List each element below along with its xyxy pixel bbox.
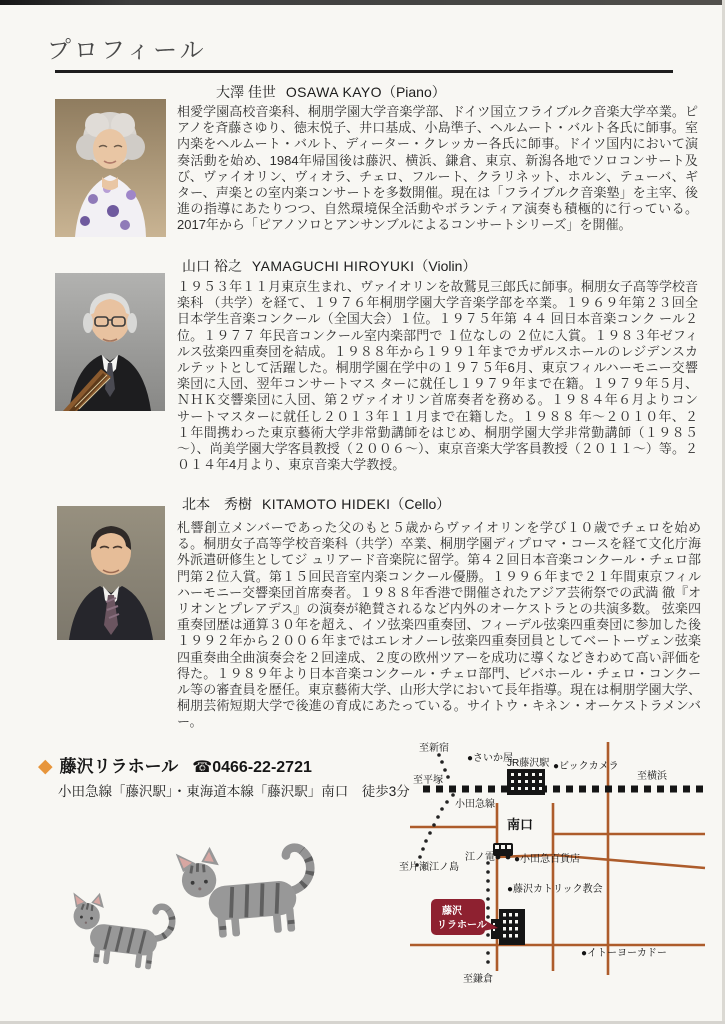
profile-header-osawa <box>216 82 446 102</box>
map-label-saikaya: ●さいか屋 <box>467 753 514 764</box>
venue-line <box>38 752 312 778</box>
profile-bio-osawa: 相愛学園高校音楽科、桐朋学園大学音楽学部、ドイツ国立フライブルク音楽大学卒業。ピアノを斉藤さゆり、徳末悦子、井口基成、小島準子、ヘルムート・バルト各氏に師事。室内楽をヘルムート・バルト、ディーター・クレッカー各氏に師事。ドイツ国内において演奏活動を始め、1984年帰国後は藤沢、横浜、鎌倉、東京、新潟各地でソロコンサート及び、ヴァイオリン、ヴィオラ、チェロ、フルート、クラリネット、ホルン、テューバ、ギター、声楽との室内楽コンサートを多数開催。現在は「フライブルク音楽塾」を主宰、後進の指導にあたりつつ、自然環境保全活動やボランティア演奏も積極的に行っている。2017年から「ピアノソロとアンサンブルによるコンサートシリーズ」を開催。 <box>177 104 698 233</box>
venue-access: 小田急線「藤沢駅」・東海道本線「藤沢駅」南口 徒歩3分 <box>58 784 410 799</box>
profile-romaji: YAMAGUCHI HIROYUKI <box>251 258 415 274</box>
profile-instrument: （Cello） <box>390 496 451 512</box>
profile-instrument: （Violin） <box>414 258 477 274</box>
scan-edge-top <box>0 0 725 5</box>
enoden-dotted-line <box>486 861 490 964</box>
map-label-south-exit: 南口 <box>507 817 534 832</box>
cat-illustration <box>55 883 189 985</box>
map-label-to-shinjuku: 至新宿 <box>419 743 449 754</box>
map-label-hall-line2: リラホール <box>437 920 487 931</box>
profile-bio-yamaguchi: １９５３年１１月東京生まれ、ヴァイオリンを故鷲見三郎氏に師事。桐朋女子高等学校音楽科 （共学）を経て、１９７６年桐朋学園大学音楽学部を卒業。１９６９年第２３回全日本学生音楽コンクール（全国大会）１位。１９７５年第 ４４ 回日本音楽コンク ール２位。１９７７ 年民音コンクール室内楽部門で １位なしの ２位に入賞。１９８３年ゼフィルス弦楽四重奏団を結成。１９８８年から１９９１年までカザルスホールのレジデンスカルテットとして活躍した。桐朋学園在学中の１９７５年6月、東京フィルハーモニー交響楽団に入団、翌年コンサートマス ターに就任し１９７９年まで在籍。１９７９年５月、ＮＨＫ交響楽団に入団、第２ヴァイオリン首席奏者を務める。１９８４年６月よりコン サートマスターに就任し２０１３年１１月まで在籍した。１９８８ 年～２０１０年、２１年間携わった東京藝術大学非常勤講師をはじめ、桐朋学園大学非常勤講師（１９８５～）、尚美学園大学客員教授（２００６～）、東京音楽大学客員教授（２０１１～）等。２０１４年4月より、東京音楽大学教授。 <box>177 279 698 473</box>
map-label-to-hiratsuka: 至平塚 <box>413 775 443 786</box>
access-map <box>395 738 725 1010</box>
venue-phone: ☎0466-22-2721 <box>192 759 312 776</box>
map-label-to-katase-enoshima: 至片瀬江ノ島 <box>399 862 459 873</box>
profile-romaji: KITAMOTO HIDEKI <box>262 496 391 512</box>
map-label-bic-camera: ●ビックカメラ <box>553 761 619 772</box>
profile-instrument: （Piano） <box>381 84 446 100</box>
profile-header-yamaguchi <box>182 256 476 276</box>
page-title: プロフィール <box>47 37 207 64</box>
map-label-odakyu-line: 小田急線 <box>455 799 495 810</box>
diamond-icon: ◆ <box>38 756 53 777</box>
venue-name: 藤沢リラホール <box>59 757 179 776</box>
map-label-catholic-church: ●藤沢カトリック教会 <box>507 884 603 895</box>
profile-header-kitamoto <box>182 494 450 514</box>
title-rule <box>55 70 673 73</box>
map-label-enoden: 江ノ電 <box>465 852 495 863</box>
map-label-jr-station: JR藤沢駅 <box>507 758 550 769</box>
profile-name: 大澤 佳世 <box>216 84 276 100</box>
profile-name: 山口 裕之 <box>182 258 242 274</box>
photo-kitamoto-hideki <box>57 506 165 640</box>
profile-romaji: OSAWA KAYO <box>285 84 382 100</box>
map-label-odakyu-dept: ●小田急百貨店 <box>514 854 581 865</box>
photo-yamaguchi-hiroyuki <box>55 273 165 411</box>
map-label-hall-line1: 藤沢 <box>442 906 462 917</box>
odakyu-dotted-line <box>415 753 455 867</box>
photo-osawa-kayo <box>55 99 166 237</box>
cat-illustration <box>163 829 334 957</box>
map-label-to-kamakura: 至鎌倉 <box>463 974 493 985</box>
station-building-icon <box>507 769 545 795</box>
map-label-ito-yokado: ●イトーヨーカドー <box>581 948 667 959</box>
map-label-to-yokohama: 至横浜 <box>637 771 667 782</box>
profile-bio-kitamoto: 札響創立メンバーであった父のもと５歳からヴァイオリンを学び１０歳でチェロを始める。桐朋女子高等学校音楽科（共学）卒業、桐朋学園ディプロマ・コースを経て文化庁海外派遣研修生としてジ ュリアード音楽院に留学。第４２回日本音楽コンクール・チェロ部門第２位入賞。第１５回民音室内楽コンクール優勝。１９９６年まで２１年間東京フィルハーモニー交響楽団首席奏者。１９８８年香港で開催されたアジア芸術祭での武満 徹『オリオンとプレアデス』の演奏が絶賛されるなど内外のオーケストラとの共演多数。 弦楽四重奏団歴は通算３０年を超え、イソ弦楽四重奏団、フィーデル弦楽四重奏団に参加した後１９９２年から２００６年まではエレオノーレ弦楽四重奏団員としてベートーヴェン弦楽四重奏曲全曲演奏会を２回達成、２度の欧州ツアーを成功に導くなどきわめて高い評価を得た。１９８９年より日本音楽コンクール・チェロ部門、ビバホール・チェロ・コンクール等の審査員を歴任。東京藝術大学、山形大学において長年指導。現在は桐朋学園大学、桐朋芸術短期大学で後進の育成にあたっている。サイトウ・キネン・オーケストラメンバー。 <box>177 520 701 730</box>
profile-name: 北本 秀樹 <box>182 496 252 512</box>
